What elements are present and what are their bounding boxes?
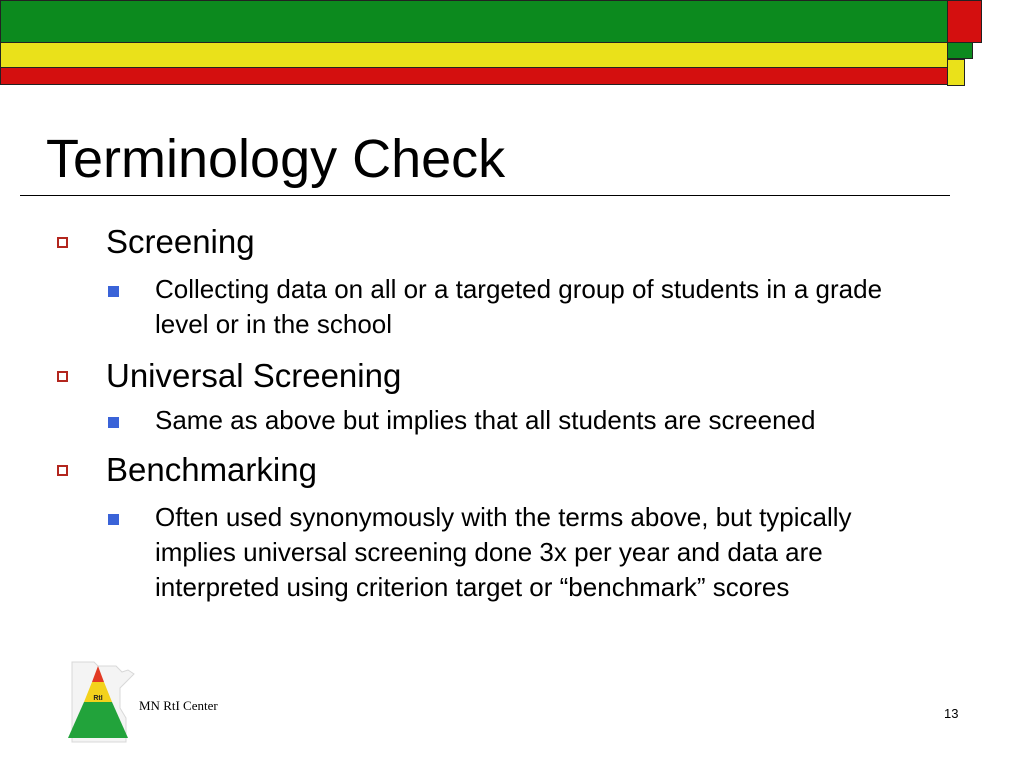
- bullet-detail: Collecting data on all or a targeted group of students in a grade level or in the school: [155, 274, 883, 339]
- bullet-detail: Often used synonymously with the terms above, but typically implies universal screening done 3x per year and data are interpreted using criterion target or “benchmark” scores: [155, 502, 852, 602]
- bullet-heading: Screening: [106, 223, 255, 260]
- hollow-square-bullet-icon: [57, 371, 68, 382]
- bullet-detail: Same as above but implies that all students are screened: [155, 405, 816, 435]
- bullet-heading: Benchmarking: [106, 451, 317, 488]
- bullet-heading: Universal Screening: [106, 357, 402, 394]
- hollow-square-bullet-icon: [57, 237, 68, 248]
- page-number: 13: [944, 706, 959, 721]
- footer-org-name: MN RtI Center: [139, 698, 218, 713]
- minnesota-triangle-logo-icon: [64, 658, 136, 744]
- filled-square-bullet-icon: [108, 417, 119, 428]
- logo-text: RtI: [93, 695, 103, 702]
- filled-square-bullet-icon: [108, 286, 119, 297]
- mn-rti-logo: [64, 658, 136, 744]
- hollow-square-bullet-icon: [57, 465, 68, 476]
- slide-title: Terminology Check: [46, 129, 506, 189]
- filled-square-bullet-icon: [108, 514, 119, 525]
